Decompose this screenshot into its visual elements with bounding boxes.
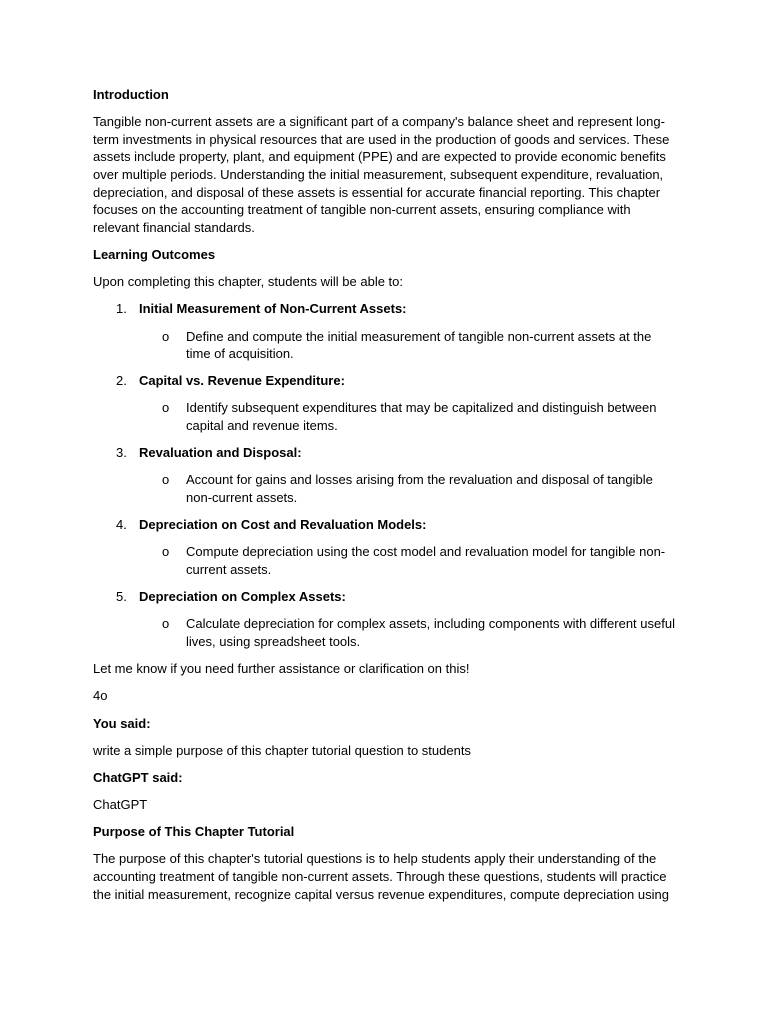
sub-list-item-text: Define and compute the initial measurement of tangible non-current assets at the time of acquisition. bbox=[186, 328, 652, 362]
list-item bbox=[93, 372, 675, 434]
sub-list-item-text: Account for gains and losses arising from the revaluation and disposal of tangible non-current assets. bbox=[186, 472, 653, 506]
introduction-paragraph: Tangible non-current assets are a significant part of a company's balance sheet and represent long-term investments in physical resources that are used in the production of goods and services. These assets include property, plant, and equipment (PPE) and are expected to provide economic benefits over multiple periods. Understanding the initial measurement, subsequent expenditure, revaluation, depreciation, and disposal of these assets is essential for accurate financial reporting. This chapter focuses on the accounting treatment of tangible non-current assets, ensuring compliance with relevant financial standards. bbox=[93, 114, 670, 235]
list-item-title: Initial Measurement of Non-Current Assets: bbox=[139, 301, 407, 317]
sub-list bbox=[139, 615, 675, 650]
purpose-paragraph: The purpose of this chapter's tutorial questions is to help students apply their understanding of the accounting treatment of tangible non-current assets. Through these questions, students will practice the initial measurement, recognize capital versus revenue expenditures, compute depreciation using bbox=[93, 851, 669, 902]
sub-list-item-text: Compute depreciation using the cost model and revaluation model for tangible non-current assets. bbox=[186, 544, 666, 577]
sub-list-item-text: Identify subsequent expenditures that may be capitalized and distinguish between capital and revenue items. bbox=[186, 400, 657, 434]
document-page bbox=[93, 86, 675, 913]
learning-outcomes-lead: Upon completing this chapter, students will be able to: bbox=[93, 274, 404, 290]
sub-list bbox=[139, 328, 675, 363]
list-item bbox=[93, 300, 675, 362]
list-item bbox=[93, 588, 675, 650]
sub-list bbox=[139, 399, 675, 434]
list-number: 3. bbox=[116, 445, 127, 461]
assistant-name: ChatGPT bbox=[93, 797, 148, 813]
list-item bbox=[93, 516, 675, 578]
sub-list bbox=[139, 471, 675, 506]
sub-list-item bbox=[139, 543, 675, 578]
list-item-title: Capital vs. Revenue Expenditure: bbox=[139, 373, 345, 389]
list-item-title: Revaluation and Disposal: bbox=[139, 445, 302, 461]
user-message: write a simple purpose of this chapter tutorial question to students bbox=[93, 742, 471, 758]
sub-list-item-text: Calculate depreciation for complex assets, including components with different useful lives, using spreadsheet tools. bbox=[186, 616, 675, 649]
sub-list bbox=[139, 543, 675, 578]
closing-message: Let me know if you need further assistance or clarification on this! bbox=[93, 661, 470, 677]
bullet-icon: o bbox=[162, 544, 170, 560]
list-number: 2. bbox=[116, 373, 127, 389]
learning-outcomes-list bbox=[93, 300, 675, 650]
list-number: 4. bbox=[116, 517, 127, 533]
list-item-title: Depreciation on Cost and Revaluation Models: bbox=[139, 517, 427, 533]
user-message-label: You said: bbox=[93, 715, 151, 731]
model-tag: 4o bbox=[93, 688, 108, 704]
list-item-title: Depreciation on Complex Assets: bbox=[139, 589, 346, 605]
sub-list-item bbox=[139, 399, 675, 434]
introduction-heading: Introduction bbox=[93, 87, 169, 102]
assistant-message-label: ChatGPT said: bbox=[93, 769, 183, 785]
list-number: 1. bbox=[116, 301, 127, 317]
bullet-icon: o bbox=[162, 472, 170, 488]
bullet-icon: o bbox=[162, 616, 170, 632]
bullet-icon: o bbox=[162, 328, 170, 344]
list-item bbox=[93, 444, 675, 506]
purpose-heading: Purpose of This Chapter Tutorial bbox=[93, 824, 295, 840]
list-number: 5. bbox=[116, 589, 127, 605]
sub-list-item bbox=[139, 328, 675, 363]
sub-list-item bbox=[139, 615, 675, 650]
sub-list-item bbox=[139, 471, 675, 506]
learning-outcomes-heading: Learning Outcomes bbox=[93, 246, 216, 262]
bullet-icon: o bbox=[162, 400, 170, 416]
